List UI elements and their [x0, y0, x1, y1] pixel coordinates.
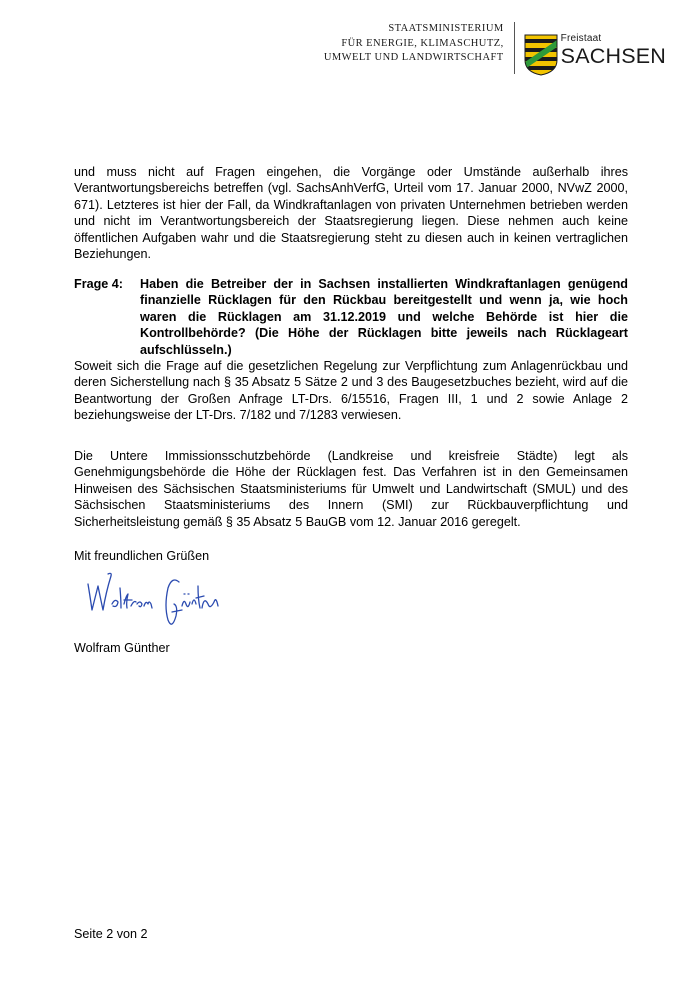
letter-body: [74, 164, 628, 262]
letterhead: [324, 20, 666, 76]
signatory-block: [74, 640, 628, 656]
question-block: [74, 276, 628, 358]
ministry-line-1: STAATSMINISTERIUM: [388, 23, 504, 34]
ministry-name: [324, 20, 514, 66]
page-number: Seite 2 von 2: [74, 927, 148, 941]
state-label-small: Freistaat: [560, 33, 602, 44]
closing-salutation: Mit freundlichen Grüßen: [74, 549, 210, 563]
state-wordmark: [561, 34, 666, 68]
state-label-big: SACHSEN: [560, 44, 666, 68]
closing-block: [74, 548, 628, 564]
question-label: Frage 4:: [74, 277, 123, 291]
question-4: [74, 276, 628, 358]
paragraph-answer-2: Die Untere Immissionsschutzbehörde (Landkreise und kreisfreie Städte) legt als Genehmigungsbehörde die Höhe der Rücklagen fest. Das Verfahren ist in den Gemeinsamen Hinweisen des Sächsischen Staatsministeriums für Umwelt und Landwirtschaft (SMUL) und des Sächsischen Staatsministeriums des Innern (SMI) zur Rückbauverpflichtung und Sicherheitsleistung gemäß § 35 Absatz 5 BauGB vom 12. Januar 2016 geregelt.: [74, 449, 628, 529]
header-divider: [514, 22, 515, 74]
paragraph-context: und muss nicht auf Fragen eingehen, die Vorgänge oder Umstände außerhalb ihres Verantwortungsbereichs betreffen (vgl. SachsAnhVerfG, Urteil vom 17. Januar 2000, NVwZ 2000, 671). Letzteres ist hier der Fall, da Windkraftanlagen von privaten Unternehmen betrieben werden und nicht im Verantwortungsbereich der Staatsregierung liegen. Diese nehmen auch keine öffentlichen Aufgaben wahr und die Staatsregierung steht zu diesen auch in keinen vertraglichen Beziehungen.: [74, 165, 628, 262]
ministry-line-3: UMWELT UND LANDWIRTSCHAFT: [323, 52, 504, 63]
saxony-coat-of-arms-icon: [524, 34, 558, 76]
answer-block-2: [74, 448, 628, 530]
ministry-line-2: FÜR ENERGIE, KLIMASCHUTZ,: [341, 37, 504, 49]
paragraph-answer-1: Soweit sich die Frage auf die gesetzlichen Regelung zur Verpflichtung zum Anlagenrückbau und deren Sicherstellung nach § 35 Absatz 5 Sätze 2 und 3 des Baugesetzbuches bezieht, wird auf die Beantwortung der Großen Anfrage LT-Drs. 6/15516, Fragen III, 1 und 2 sowie Anlage 2 beziehungsweise der LT-Drs. 7/182 und 7/1283 verwiesen.: [74, 359, 628, 423]
handwritten-signature-icon: [84, 566, 234, 636]
question-text: Haben die Betreiber der in Sachsen installierten Windkraftanlagen genügend finanzielle Rücklagen für den Rückbau bereitgestellt und wenn ja, wie hoch waren die Rücklagen am 31.12.2019 und welche Behörde ist hier die Kontrollbehörde? (Die Höhe der Rücklagen bitte jeweils nach Rücklageart aufschlüsseln.): [140, 277, 628, 357]
page-footer: [74, 926, 148, 942]
signatory-name: Wolfram Günther: [74, 641, 170, 655]
answer-block-1: [74, 358, 628, 424]
